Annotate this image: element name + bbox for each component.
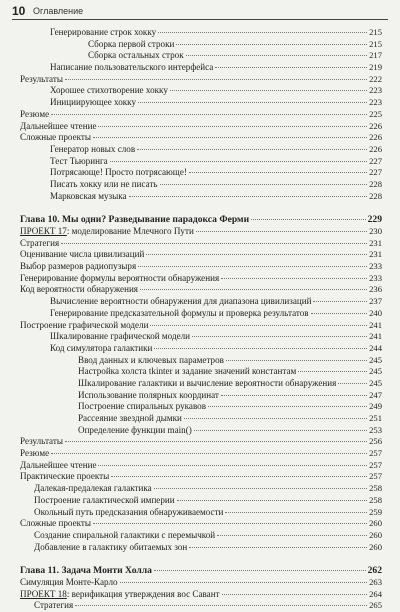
toc-entry [20, 390, 382, 402]
dot-leader [176, 44, 367, 45]
toc-entry-title: Резюме [20, 448, 50, 459]
toc-entry-page: 244 [369, 342, 382, 353]
dot-leader [146, 254, 367, 255]
toc-entry-title: Генерирование предсказательной формулы и проверка результатов [50, 307, 309, 318]
toc-entry-title: Добавление в галактику обитаемых зон [34, 541, 188, 552]
toc-entry-title: Рассеяние звездной дымки [78, 413, 182, 423]
toc-entry-title: Написание пользовательского интерфейса [50, 62, 214, 73]
toc-entry-page: 253 [369, 424, 382, 435]
dot-leader [189, 547, 367, 548]
dot-leader [150, 325, 367, 326]
toc-entry-title: Определение функции main() [78, 424, 192, 435]
toc-entry-title: Сложные проекты [20, 518, 91, 529]
toc-entry-page: 215 [369, 27, 382, 37]
toc-entry-title: Окольный путь предсказания обнаруживаемости [34, 506, 224, 517]
dot-leader [93, 523, 367, 524]
toc-entry-title: Код симулятора галактики [50, 342, 153, 353]
toc-entry-title: Сборка первой строки [88, 38, 175, 49]
toc-entry-page: 257 [369, 471, 382, 482]
toc-entry [20, 296, 382, 308]
dot-leader [208, 406, 367, 407]
dot-leader [138, 102, 367, 103]
toc-entry [20, 448, 382, 460]
toc-entry-title: Шкалирование графической модели [50, 331, 191, 342]
toc-entry-title: Оценивание числа цивилизаций [20, 249, 145, 260]
toc-entry-page: 265 [369, 600, 382, 611]
toc-entry-title: Генерирование строк хокку [50, 27, 157, 37]
toc-entry-page: 237 [369, 296, 382, 307]
toc-entry [20, 97, 382, 109]
dot-leader [158, 32, 367, 33]
dot-leader [215, 67, 367, 68]
dot-leader [93, 137, 367, 138]
dot-leader [65, 79, 367, 80]
dot-leader [186, 55, 367, 56]
dot-leader [194, 430, 367, 431]
toc-entry-title: Далекая-предалекая галактика [34, 483, 152, 494]
toc-entry-page: 233 [369, 261, 382, 272]
toc-entry-title: Построение спиральных рукавов [78, 401, 207, 412]
toc-entry-title: Создание спиральной галактики с перемычкой [34, 529, 216, 540]
toc-entry-title: Шкалирование галактики и вычисление вероятности обнаружения [78, 377, 337, 388]
dot-leader [129, 196, 368, 197]
toc-entry-title: Марковская музыка [50, 190, 127, 201]
toc-entry-title: Практические проекты [20, 471, 110, 482]
toc-entry-page: 225 [369, 108, 382, 119]
toc-entry [20, 39, 382, 51]
toc-entry [20, 27, 382, 39]
dot-leader [225, 512, 367, 513]
toc-entry-page: 245 [369, 354, 382, 365]
toc-entry-page: 233 [369, 272, 382, 283]
toc-entry-page: 227 [369, 167, 382, 178]
toc-entry-page: 260 [369, 529, 382, 540]
toc-entry [20, 191, 382, 203]
toc-entry-title: Симуляция Монте-Карло [20, 576, 118, 587]
toc-entry-page: 258 [369, 494, 382, 505]
toc-entry [20, 85, 382, 97]
dot-leader [338, 383, 367, 384]
dot-leader [65, 441, 367, 442]
toc-entry [20, 156, 382, 168]
toc-entry [20, 238, 382, 250]
toc-entry-title: ПРОЕКТ 17: моделирование Млечного Пути [20, 226, 194, 236]
dot-leader [160, 184, 368, 185]
toc-entry-title: Сложные проекты [20, 132, 91, 143]
toc-entry [20, 249, 382, 261]
dot-leader [98, 126, 367, 127]
toc-entry-page: 227 [369, 155, 382, 166]
toc-entry-title: Стратегия [34, 600, 74, 611]
toc-entry-title: Вычисление вероятности обнаружения для диапазона цивилизаций [50, 296, 312, 307]
toc-entry-title: Тест Тьюринга [50, 155, 108, 166]
dot-leader [111, 476, 367, 477]
toc-entry-title: Хорошее стихотворение хокку [50, 85, 168, 96]
toc-entry-page: 241 [369, 319, 382, 330]
toc-entry [20, 179, 382, 191]
toc-entry-page: 260 [369, 541, 382, 552]
toc-entry [20, 331, 382, 343]
dot-leader [311, 313, 368, 314]
toc-entry [20, 413, 382, 425]
toc-entry-title: Генерирование формулы вероятности обнаружения [20, 272, 220, 283]
dot-leader [120, 582, 368, 583]
toc-entry-page: 257 [369, 459, 382, 470]
toc-entry-page: 241 [369, 331, 382, 342]
toc-entry [20, 355, 382, 367]
toc-entry-page: 231 [369, 249, 382, 260]
dot-leader [221, 395, 367, 396]
project-label: ПРОЕКТ 17 [20, 226, 67, 236]
toc-entry [20, 121, 382, 133]
toc-entry-page: 257 [369, 448, 382, 459]
dot-leader [154, 348, 367, 349]
dot-leader [75, 605, 367, 606]
toc-entry-page: 231 [369, 237, 382, 248]
toc-entry [20, 378, 382, 390]
toc-entry [20, 483, 382, 495]
toc-entry-title: Выбор размеров радиопузыря [20, 261, 137, 272]
toc-entry-title: Результаты [20, 73, 63, 84]
toc-entry [20, 530, 382, 542]
project-label: ПРОЕКТ 18 [20, 588, 67, 599]
page-header [12, 4, 388, 20]
toc-entry-page: 263 [369, 576, 382, 587]
toc-entry [20, 436, 382, 448]
toc-entry [20, 308, 382, 320]
toc-entry-page: 217 [369, 50, 382, 61]
toc-entry [20, 495, 382, 507]
toc-entry [20, 366, 382, 378]
dot-leader [226, 360, 367, 361]
dot-leader [177, 500, 367, 501]
toc-entry [20, 460, 382, 472]
toc-entry [20, 589, 382, 601]
toc-entry-title: Результаты [20, 436, 63, 447]
toc-entry-title: Стратегия [20, 237, 60, 248]
page-number: 10 [12, 4, 26, 18]
toc-entry [20, 226, 382, 238]
toc-entry-title: Код вероятности обнаружения [20, 284, 138, 295]
dot-leader [221, 278, 367, 279]
toc-entry-title: Дальнейшее чтение [20, 120, 97, 131]
running-title: Оглавление [33, 6, 84, 16]
toc-entry-page: 215 [369, 38, 382, 49]
toc-entry [20, 600, 382, 612]
toc-entry [20, 62, 382, 74]
toc-entry [20, 273, 382, 285]
toc-entry [20, 50, 382, 62]
chapter-10-heading: Глава 10. Мы одни? Разведывание парадокса Ферми 229 [20, 214, 382, 226]
toc-entry-page: 228 [369, 178, 382, 189]
dot-leader [51, 453, 367, 454]
toc-section-monty-hall [20, 577, 382, 612]
toc-entry-title: Настройка холста tkinter и задание значений константам [78, 366, 297, 377]
toc-entry-page: 256 [369, 436, 382, 447]
toc-entry-page: 245 [369, 377, 382, 388]
toc-entry [20, 74, 382, 86]
dot-leader [192, 336, 367, 337]
toc-entry [20, 518, 382, 530]
toc-entry-page: 228 [369, 190, 382, 201]
toc-entry-page: 230 [369, 226, 382, 236]
toc-entry [20, 401, 382, 413]
toc-entry [20, 577, 382, 589]
dot-leader [298, 371, 367, 372]
toc-entry-page: 249 [369, 401, 382, 412]
dot-leader [154, 488, 367, 489]
dot-leader [140, 289, 367, 290]
dot-leader [170, 90, 367, 91]
toc-entry-title: ПРОЕКТ 18: верификация утверждения вос Савант [20, 588, 220, 599]
toc-entry-page: 226 [369, 132, 382, 143]
dot-leader [189, 172, 367, 173]
dot-leader [217, 535, 367, 536]
toc-entry-title: Дальнейшее чтение [20, 459, 97, 470]
dot-leader [137, 149, 367, 150]
toc-entry [20, 343, 382, 355]
toc-entry-page: 259 [369, 506, 382, 517]
toc-entry [20, 425, 382, 437]
dot-leader [138, 266, 367, 267]
dot-leader [313, 301, 367, 302]
toc-entry-title: Писать хокку или не писать [50, 178, 158, 189]
toc-entry-page: 226 [369, 143, 382, 154]
toc-entry-page: 258 [369, 483, 382, 494]
dot-leader [61, 243, 367, 244]
dot-leader [196, 231, 367, 232]
toc-entry-title: Использование полярных координат [78, 389, 219, 400]
toc-entry [20, 167, 382, 179]
toc-entry-title: Ввод данных и ключевых параметров [78, 354, 224, 365]
toc-entry [20, 471, 382, 483]
dot-leader [222, 594, 368, 595]
toc-entry-page: 219 [369, 62, 382, 73]
toc-entry [20, 261, 382, 273]
toc-entry-title: Потрясающе! Просто потрясающе! [50, 167, 187, 178]
toc-entry-page: 240 [369, 307, 382, 318]
toc-entry-page: 260 [369, 518, 382, 529]
toc-section-haiku [20, 27, 382, 202]
toc-entry-page: 251 [369, 413, 382, 423]
toc-entry [20, 320, 382, 332]
toc-entry-page: 226 [369, 120, 382, 131]
dot-leader [184, 418, 367, 419]
toc-entry-page: 222 [369, 73, 382, 84]
toc-entry [20, 284, 382, 296]
toc-entry-title: Генератор новых слов [50, 143, 136, 154]
dot-leader [110, 161, 367, 162]
toc-entry [20, 132, 382, 144]
toc-entry-title: Построение галактической империи [34, 494, 175, 505]
toc-entry [20, 109, 382, 121]
toc-entry [20, 542, 382, 554]
toc-entry-title: Инициирующее хокку [50, 97, 137, 108]
toc-entry [20, 144, 382, 156]
toc-entry-page: 223 [369, 85, 382, 96]
toc-entry-title: Резюме [20, 108, 50, 119]
toc-entry-page: 223 [369, 97, 382, 108]
chapter-11-heading: Глава 11. Задача Монти Холла 262 [20, 565, 382, 577]
toc-section-fermi [20, 226, 382, 553]
toc-entry-title: Построение графической модели [20, 319, 149, 330]
table-of-contents [20, 27, 382, 612]
toc-entry [20, 507, 382, 519]
dot-leader [51, 114, 367, 115]
toc-entry-page: 247 [369, 389, 382, 400]
toc-entry-title: Сборка остальных строк [88, 50, 184, 61]
toc-entry-page: 245 [369, 366, 382, 377]
toc-entry-page: 236 [369, 284, 382, 295]
dot-leader [98, 465, 367, 466]
toc-entry-page: 264 [369, 588, 382, 599]
